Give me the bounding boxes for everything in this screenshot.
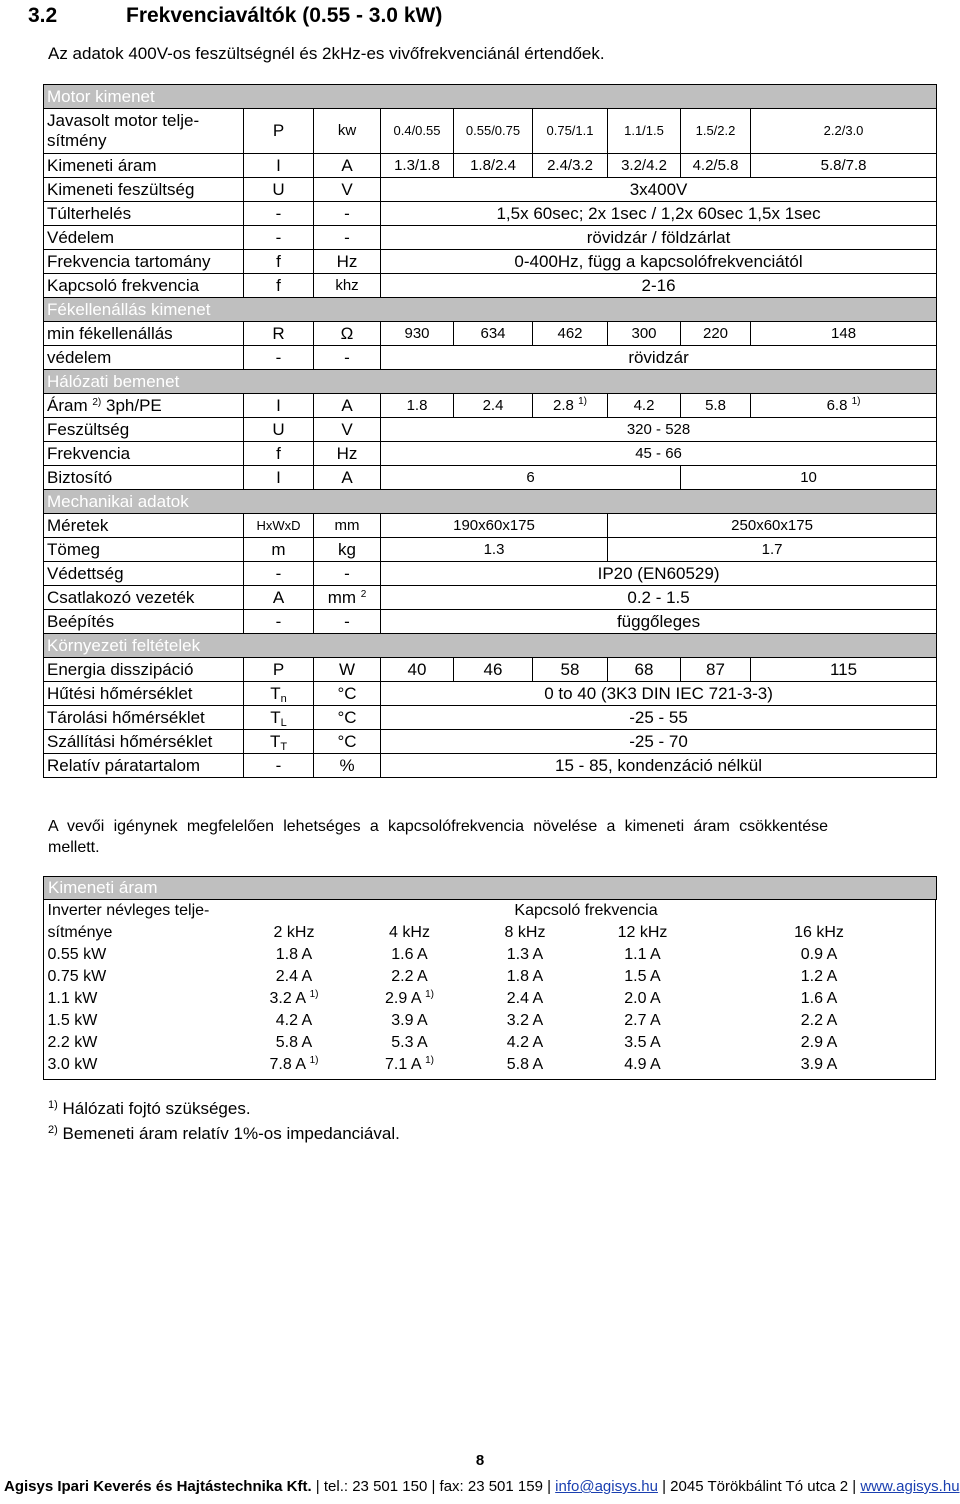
table-row: 0.75 kW 2.4 A 2.2 A 1.8 A 1.5 A 1.2 A bbox=[47, 968, 838, 985]
spec-table bbox=[43, 84, 937, 778]
row-mount: Beépítés - - függőleges bbox=[44, 610, 937, 634]
page-number: 8 bbox=[475, 1452, 485, 1469]
section-brake: Fékellenállás kimenet bbox=[44, 298, 937, 322]
row-dissipation: Energia disszipáció P W 40 46 58 68 87 115 bbox=[44, 658, 937, 682]
footnote-1: $^{1)}$ Hálózati fojtó szükséges. bbox=[48, 1099, 251, 1118]
current-table-title: Kimeneti áram bbox=[44, 877, 937, 900]
page-footer bbox=[4, 1478, 960, 1495]
row-cool-temp: Hűtési hőmérséklet $T_n$ °C 0 to 40 (3K3 DIN IEC 721-3-3) bbox=[44, 682, 937, 706]
footer-contact: | tel.: 23 501 150 | fax: 23 501 159 | bbox=[311, 1478, 556, 1495]
row-cable: Csatlakozó vezeték A mm $^2$ 0.2 - 1.5 bbox=[44, 586, 937, 610]
row-brake-prot: védelem - - rövidzár bbox=[44, 346, 937, 370]
row-switch-freq: Kapcsoló frekvencia f khz 2-16 bbox=[44, 274, 937, 298]
intro-text: Az adatok 400V-os feszültségnél és 2kHz-es vivőfrekvenciánál értendőek. bbox=[48, 44, 605, 63]
section-env: Környezeti feltételek bbox=[44, 634, 937, 658]
row-motor-power: Javasolt motor telje-sítmény P kw 0.4/0.55 0.55/0.75 0.75/1.1 1.1/1.5 1.5/2.2 2.2/3.0 bbox=[44, 109, 937, 154]
section-title: Frekvenciaváltók (0.55 - 3.0 kW) bbox=[126, 4, 443, 27]
footer-email-link[interactable]: info@agisys.hu bbox=[555, 1478, 658, 1495]
table-row: 0.55 kW 1.8 A 1.6 A 1.3 A 1.1 A 0.9 A bbox=[47, 946, 838, 963]
footnote-2: $^{2)}$ Bemeneti áram relatív 1%-os impedanciával. bbox=[48, 1124, 400, 1143]
footer-address: | 2045 Törökbálint Tó utca 2 | bbox=[657, 1478, 861, 1495]
row-dims: Méretek HxWxD mm 190x60x175 250x60x175 bbox=[44, 514, 937, 538]
row-store-temp: Tárolási hőmérséklet $T_L$ °C -25 - 55 bbox=[44, 706, 937, 730]
table-row: 3.0 kW 7.8 A $^{1)}$ 7.1 A $^{1)}$ 5.8 A 4.9 A 3.9 A bbox=[47, 1055, 838, 1073]
section-mech: Mechanikai adatok bbox=[44, 490, 937, 514]
row-in-current: Áram $^{2)}$ 3ph/PE I A 1.8 2.4 2.8 $^{1)}$ 4.2 5.8 6.8 $^{1)}$ bbox=[44, 394, 937, 418]
row-ip: Védettség - - IP20 (EN60529) bbox=[44, 562, 937, 586]
row-out-current: Kimeneti áram I A 1.3/1.8 1.8/2.4 2.4/3.2 3.2/4.2 4.2/5.8 5.8/7.8 bbox=[44, 154, 937, 178]
row-in-voltage: Feszültség U V 320 - 528 bbox=[44, 418, 937, 442]
current-table-body bbox=[44, 944, 937, 1076]
table-row: 2.2 kW 5.8 A 5.3 A 4.2 A 3.5 A 2.9 A bbox=[47, 1034, 838, 1051]
row-min-brake: min fékellenállás R Ω 930 634 462 300 220 148 bbox=[44, 322, 937, 346]
row-out-voltage: Kimeneti feszültség U V 3x400V bbox=[44, 178, 937, 202]
row-in-freq: Frekvencia f Hz 45 - 66 bbox=[44, 442, 937, 466]
section-motor: Motor kimenet bbox=[44, 85, 937, 109]
row-freq-range: Frekvencia tartomány f Hz 0-400Hz, függ a kapcsolófrekvenciától bbox=[44, 250, 937, 274]
section-mains: Hálózati bemenet bbox=[44, 370, 937, 394]
table-row: 1.5 kW 4.2 A 3.9 A 3.2 A 2.7 A 2.2 A bbox=[47, 1012, 838, 1029]
row-label: Javasolt motor telje-sítmény bbox=[44, 109, 244, 154]
current-header-2: sítménye 2 kHz 4 kHz 8 kHz 12 kHz 16 kHz bbox=[47, 924, 844, 941]
section-number: 3.2 bbox=[28, 4, 58, 27]
row-fuse: Biztosító I A 6 10 bbox=[44, 466, 937, 490]
footer-company: Agisys Ipari Keverés és Hajtástechnika Kft. bbox=[4, 1478, 312, 1495]
footer-web-link[interactable]: www.agisys.hu bbox=[860, 1478, 960, 1495]
section-heading bbox=[28, 4, 442, 28]
row-overload: Túlterhelés - - 1,5x 60sec; 2x 1sec / 1,2x 60sec 1,5x 1sec bbox=[44, 202, 937, 226]
current-table bbox=[43, 876, 937, 1076]
current-header-1: Inverter névleges telje- Kapcsoló frekvencia bbox=[47, 902, 658, 919]
row-weight: Tömeg m kg 1.3 1.7 bbox=[44, 538, 937, 562]
note-text: A vevői igénynek megfelelően lehetséges a kapcsolófrekvencia növelése a kimeneti áram csökkentése mellett. bbox=[48, 818, 828, 856]
row-protection: Védelem - - rövidzár / földzárlat bbox=[44, 226, 937, 250]
row-humidity: Relatív páratartalom - % 15 - 85, kondenzáció nélkül bbox=[44, 754, 937, 778]
table-row: 1.1 kW 3.2 A $^{1)}$ 2.9 A $^{1)}$ 2.4 A 2.0 A 1.6 A bbox=[47, 989, 838, 1007]
row-trans-temp: Szállítási hőmérséklet $T_T$ °C -25 - 70 bbox=[44, 730, 937, 754]
